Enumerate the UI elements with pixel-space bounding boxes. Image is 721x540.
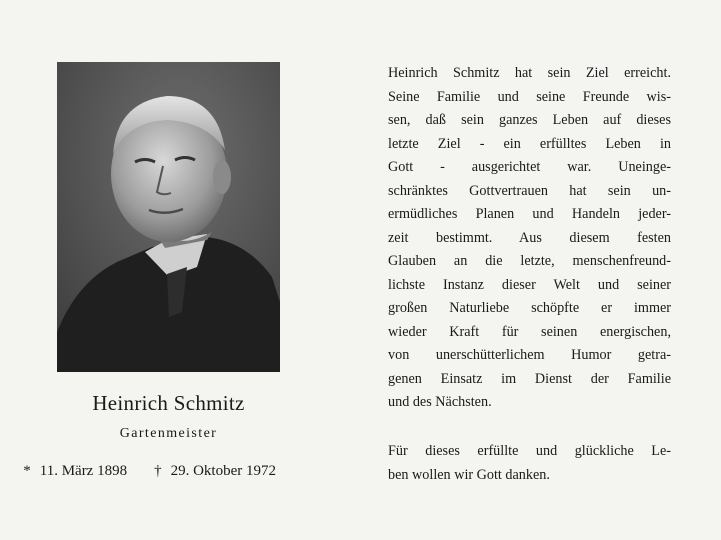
deceased-name: Heinrich Schmitz — [92, 391, 245, 415]
text-line: zeit bestimmt. Aus diesem festen — [388, 229, 671, 246]
death-cross-icon: † — [154, 463, 162, 479]
text-line: Glauben an die letzte, menschenfreund- — [388, 253, 671, 269]
text-line: letzte Ziel - ein erfülltes Leben in — [388, 135, 671, 152]
text-line: sen, daß sein ganzes Leben auf dieses — [388, 112, 671, 128]
birth-date: 11. März 1898 — [39, 463, 128, 479]
portrait-photo — [57, 62, 280, 372]
text-line: ben wollen wir Gott danken. — [388, 466, 550, 483]
text-line: genen Einsatz im Dienst der Familie — [388, 370, 671, 387]
text-line: lichste Instanz dieser Welt und seiner — [388, 276, 671, 293]
text-line: Heinrich Schmitz hat sein Ziel erreicht. — [388, 65, 671, 81]
death-date: 29. Oktober 1972 — [170, 463, 276, 479]
text-line: wieder Kraft für seinen energischen, — [388, 323, 671, 340]
birth-star-icon: * — [23, 463, 31, 479]
obituary-paragraph-1 — [388, 62, 671, 415]
life-dates — [18, 463, 318, 480]
text-line: Gott - ausgerichtet war. Uneinge- — [388, 159, 671, 175]
text-line: Für dieses erfüllte und glückliche Le- — [388, 443, 671, 459]
text-line: großen Naturliebe schöpfte er immer — [388, 300, 671, 316]
text-line: schränktes Gottvertrauen hat sein un- — [388, 182, 671, 199]
text-line: und des Nächsten. — [388, 394, 492, 410]
profession-label: Gartenmeister — [119, 426, 218, 441]
text-line: Seine Familie und seine Freunde wis- — [388, 88, 671, 105]
text-line: ermüdliches Planen und Handeln jeder- — [388, 206, 671, 222]
obituary-paragraph-2 — [388, 440, 671, 487]
text-line: von unerschütterlichem Humor getra- — [388, 347, 671, 363]
